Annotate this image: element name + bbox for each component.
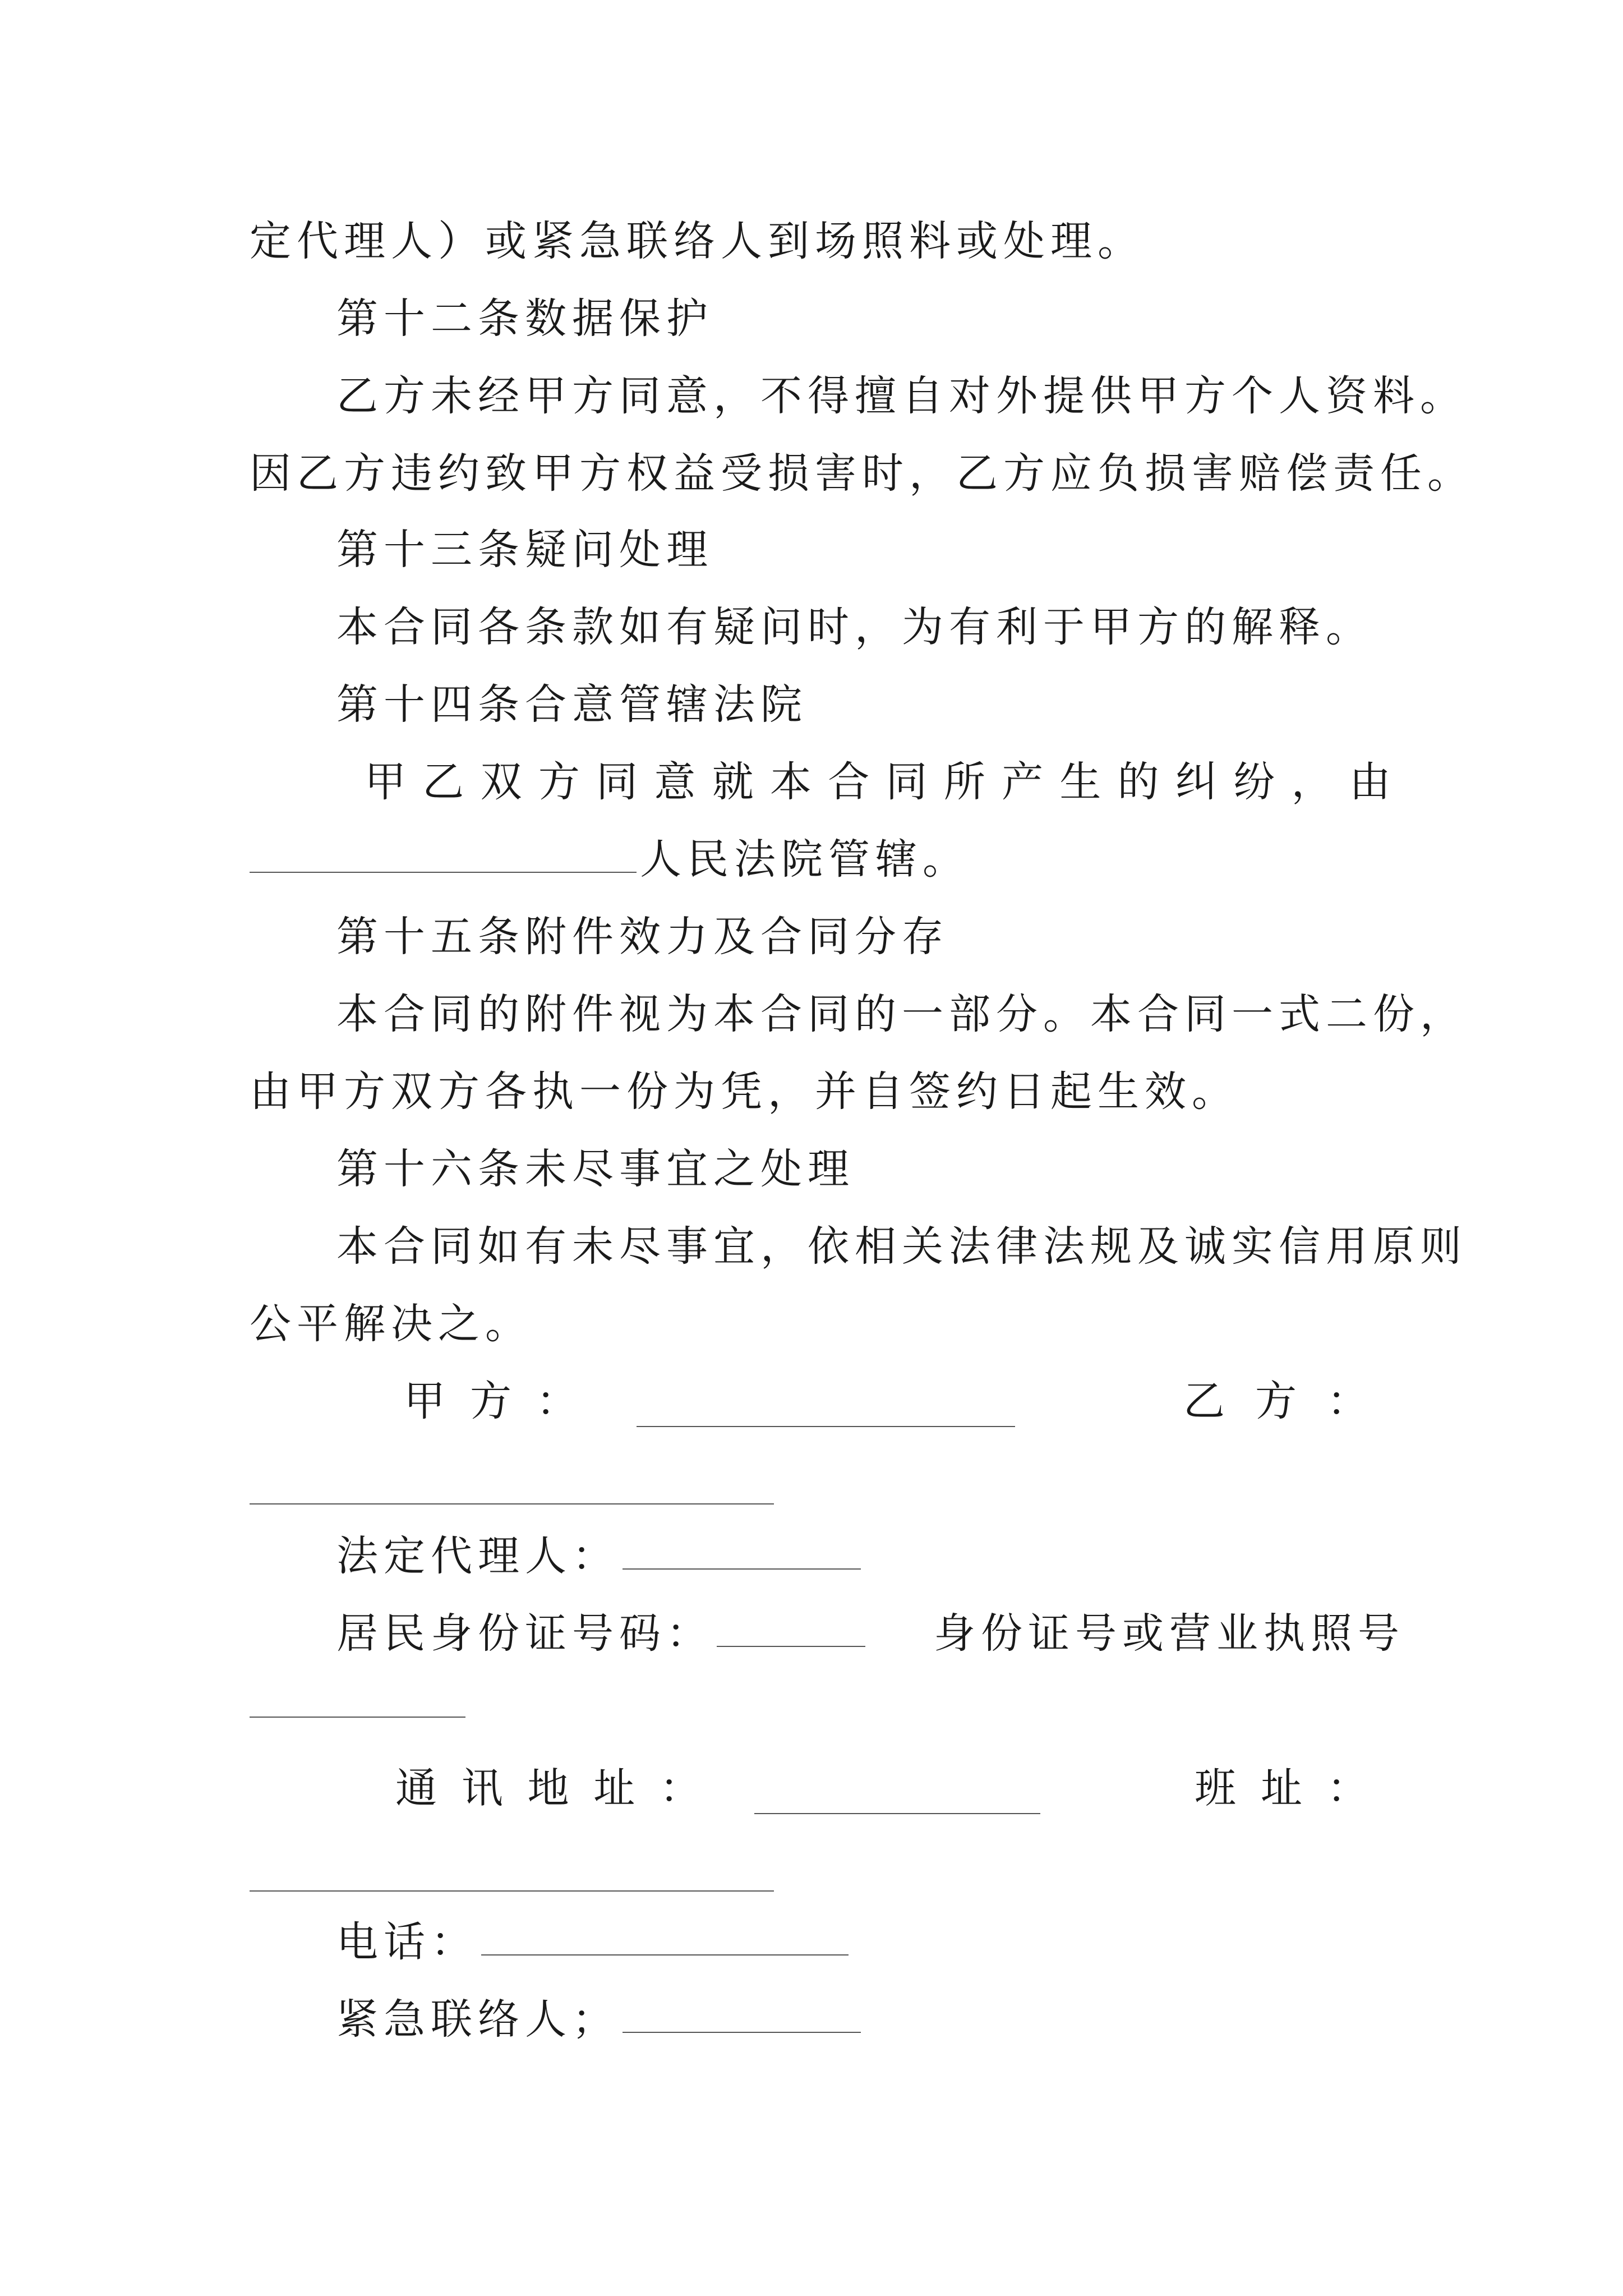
court-suffix: 人民法院管辖。: [640, 835, 970, 884]
clause-14-text-char: 就: [712, 758, 754, 806]
clause-14-text-char: ，: [1291, 758, 1333, 806]
emergency-contact-blank[interactable]: [623, 1991, 861, 2033]
office-address-label-char: 址: [1261, 1764, 1302, 1812]
phone-row: [336, 1914, 1405, 1970]
emergency-contact-row: [336, 1991, 1405, 2047]
office-address-label: [1195, 1760, 1368, 1816]
address-label-char: 讯: [461, 1764, 503, 1812]
office-address-label-char: ：: [1327, 1764, 1368, 1812]
clause-15-text-line-2: 由甲方双方各执一份为凭，并自签约日起生效。: [250, 1068, 1239, 1116]
party-a-label-char: ：: [536, 1377, 578, 1425]
clause-14-text-char: 由: [1349, 758, 1391, 806]
legal-rep-label: 法定代理人：: [336, 1532, 619, 1580]
party-b-label: [1183, 1373, 1368, 1429]
party-a-label-char: 甲: [404, 1377, 445, 1425]
clause-14-text-char: 同: [596, 758, 638, 806]
address-label-char: 址: [593, 1764, 635, 1812]
party-a-label-char: 方: [470, 1377, 511, 1425]
clause-14-text-char: 所: [943, 758, 985, 806]
clause-14-text-char: 纠: [1175, 758, 1217, 806]
id-number-blank[interactable]: [717, 1605, 865, 1647]
party-b-label-char: 乙: [1183, 1377, 1225, 1425]
clause-16-text-line-1: 本合同如有未尽事宜，依相关法律法规及诚实信用原则: [336, 1222, 1467, 1271]
court-name-blank[interactable]: [250, 831, 637, 873]
clause-14-text-char: 方: [538, 758, 580, 806]
legal-rep-row: [336, 1528, 1405, 1584]
clause-14-text-char: 意: [654, 758, 696, 806]
clause-14-text-char: 纷: [1233, 758, 1275, 806]
clause-11-tail: 定代理人）或紧急联络人到场照料或处理。: [250, 217, 1145, 265]
clause-14-text-char: 的: [1117, 758, 1159, 806]
id-or-license-blank[interactable]: [250, 1717, 465, 1718]
address-label-char: ：: [660, 1764, 701, 1812]
clause-14-text-char: 本: [769, 758, 811, 806]
clause-16-text-line-2: 公平解决之。: [250, 1300, 532, 1348]
clause-14-text-line-2: [250, 831, 1405, 887]
clause-14-text-char: 生: [1059, 758, 1101, 806]
clause-12-text-line-2: 因乙方违约致甲方权益受损害时，乙方应负损害赔偿责任。: [250, 449, 1474, 498]
party-b-label-char: ：: [1327, 1377, 1368, 1425]
clause-14-text-char: 产: [1002, 758, 1044, 806]
address-blank[interactable]: [754, 1813, 1040, 1814]
address-label: [395, 1760, 701, 1816]
clause-13-text: 本合同各条款如有疑问时，为有利于甲方的解释。: [336, 603, 1373, 651]
party-a-label: [404, 1373, 578, 1429]
clause-12-text-line-1: 乙方未经甲方同意，不得擅自对外提供甲方个人资料。: [336, 372, 1467, 420]
clause-14-text-char: 双: [480, 758, 522, 806]
clause-14-text-line-1: [365, 754, 1391, 810]
clause-14-heading: 第十四条合意管辖法院: [336, 680, 808, 729]
legal-rep-blank[interactable]: [623, 1528, 861, 1570]
clause-13-heading: 第十三条疑问处理: [336, 526, 713, 574]
clause-16-heading: 第十六条未尽事宜之处理: [336, 1145, 855, 1193]
clause-14-text-char: 乙: [422, 758, 464, 806]
clause-15-heading: 第十五条附件效力及合同分存: [336, 913, 949, 961]
phone-blank[interactable]: [481, 1914, 849, 1955]
office-address-label-char: 班: [1195, 1764, 1236, 1812]
office-address-blank[interactable]: [250, 1890, 774, 1892]
emergency-contact-label: 紧急联络人；: [336, 1995, 619, 2044]
address-label-char: 地: [527, 1764, 569, 1812]
clause-12-heading: 第十二条数据保护: [336, 295, 713, 343]
id-or-license-label: 身份证号或营业执照号: [934, 1609, 1405, 1658]
party-b-blank[interactable]: [250, 1503, 774, 1504]
clause-14-text-char: 甲: [365, 758, 406, 806]
party-a-blank[interactable]: [637, 1426, 1015, 1427]
clause-14-text-char: 同: [886, 758, 928, 806]
id-number-label: 居民身份证号码：: [336, 1609, 713, 1658]
clause-15-text-line-1: 本合同的附件视为本合同的一部分。本合同一式二份，: [336, 990, 1467, 1038]
clause-14-text-char: 合: [828, 758, 870, 806]
address-label-char: 通: [395, 1764, 437, 1812]
phone-label: 电话：: [336, 1918, 478, 1966]
party-b-label-char: 方: [1255, 1377, 1297, 1425]
